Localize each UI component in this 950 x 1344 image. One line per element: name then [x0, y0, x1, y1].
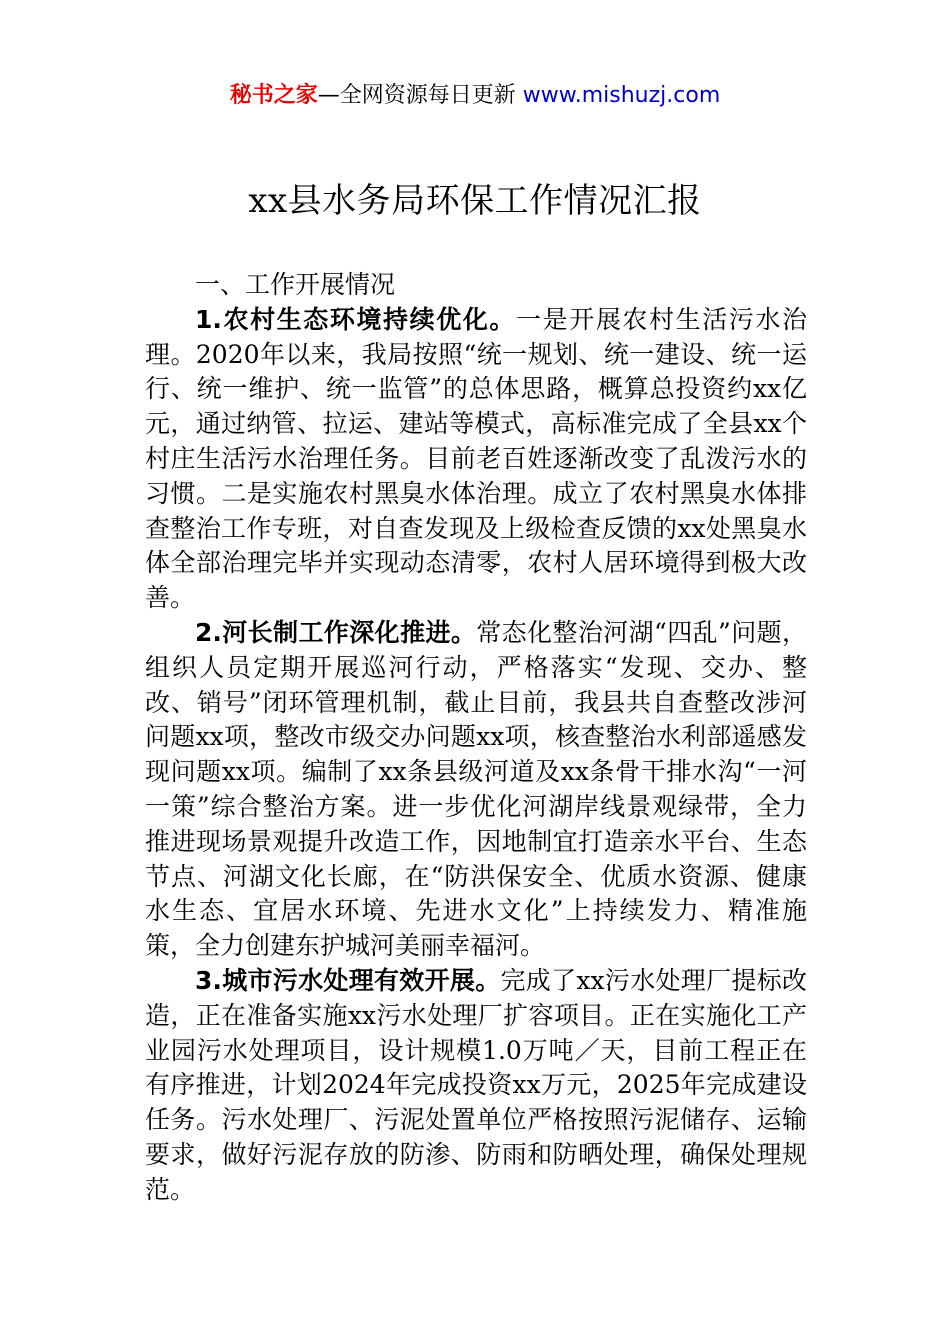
site-brand: 秘书之家	[229, 83, 318, 108]
document-body	[145, 268, 807, 1208]
paragraph-3	[145, 964, 807, 1208]
paragraph-1-text: 一是开展农村生活污水治理。2020年以来，我局按照“统一规划、统一建设、统一运行、统一维护、统一监管”的总体思路，概算总投资约xx亿元，通过纳管、拉运、建站等模式，高标准完成了全县xx个村庄生活污水治理任务。目前老百姓逐渐改变了乱泼污水的习惯。二是实施农村黑臭水体治理。成立了农村黑臭水体排查整治工作专班，对自查发现及上级检查反馈的xx处黑臭水体全部治理完毕并实现动态清零，农村人居环境得到极大改善。	[145, 304, 807, 613]
section-heading: 一、工作开展情况	[195, 270, 396, 299]
paragraph-1	[145, 303, 807, 616]
site-url-link[interactable]: www.mishuzj.com	[522, 83, 721, 108]
site-header-banner	[0, 80, 950, 112]
document-title: xx县水务局环保工作情况汇报	[248, 181, 702, 221]
paragraph-3-heading: 3.城市污水处理有效开展。	[195, 965, 501, 995]
paragraph-2	[145, 616, 807, 964]
paragraph-2-heading: 2.河长制工作深化推进。	[195, 617, 477, 647]
paragraph-3-text: 完成了xx污水处理厂提标改造，正在准备实施xx污水处理厂扩容项目。正在实施化工产业园污水处理项目，设计规模1.0万吨／天，目前工程正在有序推进，计划2024年完成投资xx万元，2025年完成建设任务。污水处理厂、污泥处置单位严格按照污泥储存、运输要求，做好污泥存放的防渗、防雨和防晒处理，确保处理规范。	[145, 965, 807, 1204]
site-tagline: —全网资源每日更新	[317, 83, 516, 108]
paragraph-2-text: 常态化整治河湖“四乱”问题，组织人员定期开展巡河行动，严格落实“发现、交办、整改、销号”闭环管理机制，截止目前，我县共自查整改涉河问题xx项，整改市级交办问题xx项，核查整治水利部遥感发现问题xx项。编制了xx条县级河道及xx条骨干排水沟“一河一策”综合整治方案。进一步优化河湖岸线景观绿带，全力推进现场景观提升改造工作，因地制宜打造亲水平台、生态节点、河湖文化长廊，在“防洪保安全、优质水资源、健康水生态、宜居水环境、先进水文化”上持续发力、精准施策，全力创建东护城河美丽幸福河。	[145, 617, 807, 961]
paragraph-1-heading: 1.农村生态环境持续优化。	[195, 304, 517, 334]
